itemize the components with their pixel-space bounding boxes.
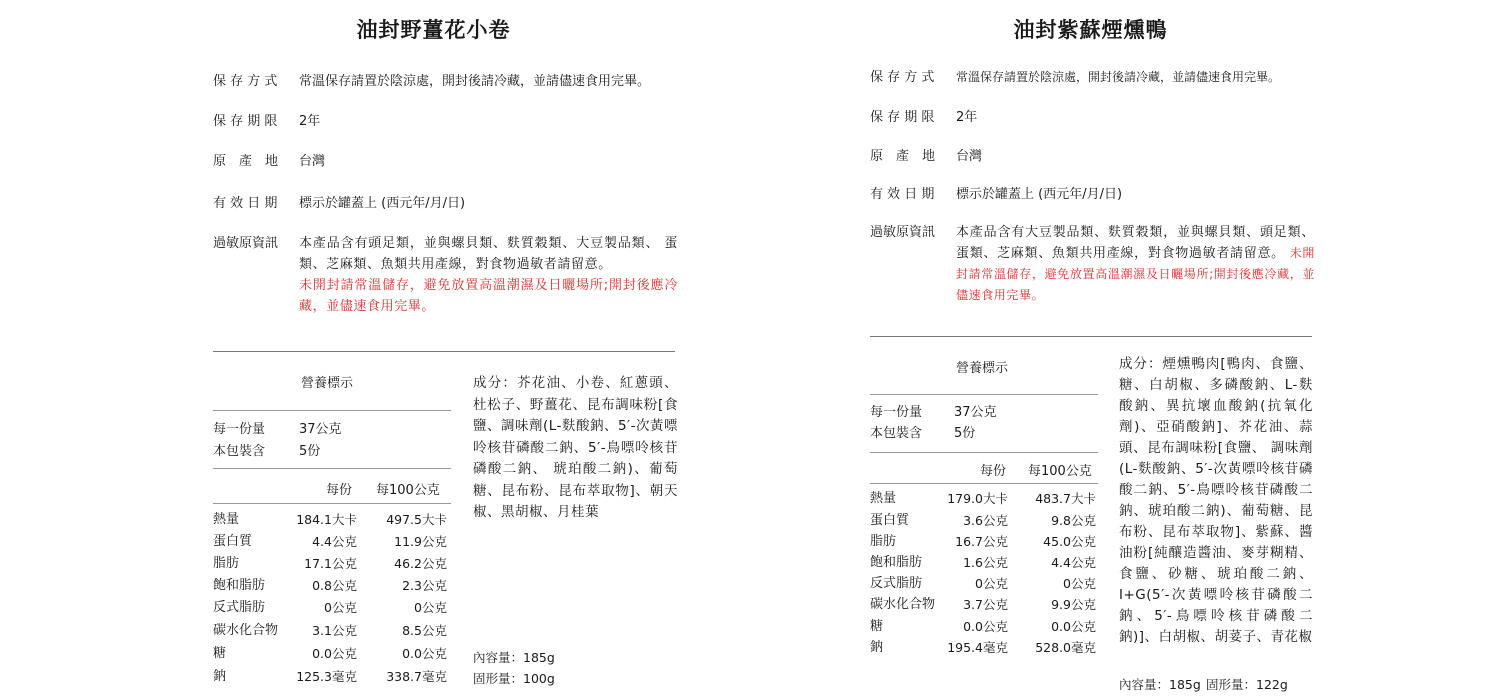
- info-value: 2年: [299, 114, 321, 129]
- table-row: [870, 637, 1098, 659]
- per-serving-value: 0公克: [975, 576, 1008, 591]
- per-100g-value: 0.0公克: [402, 646, 447, 661]
- per-100g-value: 11.9公克: [394, 534, 447, 549]
- servings-label: 本包裝含: [870, 426, 923, 441]
- nutrition-title: 營養標示: [301, 376, 354, 391]
- table-row: [213, 575, 453, 597]
- nutrient-name: 反式脂肪: [213, 600, 266, 615]
- table-row: [870, 594, 1098, 616]
- per-100g-value: 0公克: [414, 600, 447, 615]
- servings-value: 5份: [299, 444, 321, 459]
- info-label: 過敏原資訊: [213, 236, 279, 251]
- per-100g-value: 497.5大卡: [386, 512, 447, 527]
- nutrient-name: 蛋白質: [213, 534, 253, 549]
- divider: [870, 394, 1098, 395]
- nutrient-name: 鈉: [213, 669, 227, 684]
- table-row: [870, 552, 1098, 574]
- info-label: 保 存 方 式: [213, 74, 278, 89]
- per-100g-value: 0公克: [1063, 576, 1096, 591]
- product-title: 油封野薑花小卷: [356, 18, 511, 42]
- info-value: 常溫保存請置於陰涼處，開封後請冷藏，並請儘速食用完畢。: [299, 74, 651, 89]
- per-100g-value: 483.7大卡: [1035, 491, 1096, 506]
- nutrient-name: 脂肪: [213, 556, 240, 571]
- storage-method-row: [213, 71, 650, 92]
- nutrient-name: 蛋白質: [870, 513, 910, 528]
- per-serving-value: 1.6公克: [963, 555, 1008, 570]
- info-label: 有 效 日 期: [870, 187, 935, 202]
- divider: [213, 468, 451, 469]
- info-value: 台灣: [956, 149, 983, 164]
- info-label: 有 效 日 期: [213, 196, 278, 211]
- table-row: [213, 531, 453, 553]
- storage-warning: 未開封請常溫儲存，避免放置高溫潮濕及日曬場所;開封後應冷藏，並儘速食用完畢。: [956, 246, 1316, 302]
- nutrient-name: 飽和脂肪: [213, 578, 266, 593]
- table-row: [870, 488, 1098, 510]
- info-value: 2年: [956, 110, 978, 125]
- info-value: 常溫保存請置於陰涼處，開封後請冷藏，並請儘速食用完畢。: [956, 70, 1281, 84]
- product-title: 油封紫蘇煙燻鴨: [1013, 18, 1168, 42]
- allergen-row: [870, 222, 1315, 306]
- info-value: 台灣: [299, 154, 326, 169]
- serving-size-value: 37公克: [299, 422, 342, 437]
- nutrition-title: 營養標示: [956, 361, 1009, 376]
- divider: [870, 483, 1098, 484]
- per-serving-value: 3.7公克: [963, 597, 1008, 612]
- per-serving-value: 0.0公克: [312, 646, 357, 661]
- nutrient-name: 熱量: [213, 512, 240, 527]
- allergen-value: [956, 222, 1315, 306]
- nutrient-name: 反式脂肪: [870, 576, 923, 591]
- shelf-life-row: [213, 111, 320, 132]
- per-serving-value: 3.6公克: [963, 513, 1008, 528]
- per-100g-value: 2.3公克: [402, 578, 447, 593]
- serving-size-value: 37公克: [954, 405, 997, 420]
- info-label: 保 存 期 限: [213, 114, 278, 129]
- product-panel-left: [213, 0, 678, 700]
- info-label: 原 產 地: [870, 149, 936, 164]
- per-serving-value: 3.1公克: [312, 623, 357, 638]
- expiry-row: [213, 193, 465, 214]
- per-serving-value: 0公克: [324, 600, 357, 615]
- storage-method-row: [870, 67, 1280, 88]
- allergen-row: [213, 233, 678, 317]
- nutrient-name: 脂肪: [870, 534, 897, 549]
- per-100g-value: 46.2公克: [394, 556, 447, 571]
- solid-content: 固形量：100g: [473, 671, 555, 686]
- divider: [870, 336, 1312, 337]
- table-row: [213, 509, 453, 531]
- per-serving-value: 0.0公克: [963, 619, 1008, 634]
- table-row: [870, 616, 1098, 638]
- info-value: 標示於罐蓋上 (西元年/月/日): [956, 187, 1123, 202]
- per-100g-value: 0.0公克: [1051, 619, 1096, 634]
- divider: [213, 410, 451, 411]
- servings-label: 本包裝含: [213, 444, 266, 459]
- allergen-text: 本產品含有大豆製品類、麩質穀類，並與螺貝類、頭足類、蛋類、芝麻類、魚類共用產線，對食物過敏者請留意。: [956, 225, 1315, 261]
- info-label: 保 存 方 式: [870, 70, 935, 85]
- ingredients-text: 成分：煙燻鴨肉[鴨肉、食鹽、糖、白胡椒、多磷酸鈉、L-麩酸鈉、異抗壞血酸鈉(抗氧化劑)、亞硝酸鈉]、芥花油、蒜頭、昆布調味粉[食鹽、 調味劑(L-麩酸鈉、5′-次黃嘌呤核苷磷酸二鈉、5′-鳥嘌呤核苷磷酸二鈉、琥珀酸二鈉)、葡萄糖、昆布粉、昆布萃取物]、紫蘇、醬油粉[純釀造醬油、麥芽糊精、食鹽、砂糖、琥珀酸二鈉、I+G(5′-次黃嘌呤核苷磷酸二鈉、5′-鳥嘌呤核苷磷酸二鈉)]、白胡椒、胡荽子、青花椒: [1119, 356, 1313, 645]
- per-serving-value: 16.7公克: [955, 534, 1008, 549]
- per-100g-value: 9.9公克: [1051, 597, 1096, 612]
- divider: [870, 452, 1098, 453]
- divider: [213, 351, 675, 352]
- origin-row: [870, 146, 982, 167]
- net-content: 內容量：185g: [473, 650, 555, 665]
- nutrient-name: 糖: [213, 646, 227, 661]
- col-per-serving: 每份: [326, 483, 353, 498]
- table-row: [213, 643, 453, 665]
- per-serving-value: 184.1大卡: [296, 512, 357, 527]
- table-row: [213, 553, 453, 575]
- nutrient-name: 碳水化合物: [213, 623, 279, 638]
- product-panel-right: [870, 0, 1315, 700]
- allergen-text: 本產品含有頭足類，並與螺貝類、麩質穀類、大豆製品類、 蛋類、芝麻類、魚類共用產線，對食物過敏者請留意。: [299, 236, 678, 272]
- table-row: [870, 531, 1098, 553]
- allergen-value: [299, 233, 678, 317]
- net-content: 內容量：185g: [1119, 677, 1201, 692]
- per-100g-value: 9.8公克: [1051, 513, 1096, 528]
- storage-warning: 未開封請常溫儲存，避免放置高溫潮濕及日曬場所;開封後應冷藏，並儘速食用完畢。: [299, 278, 678, 314]
- info-label: 過敏原資訊: [870, 225, 936, 240]
- divider: [213, 503, 451, 504]
- col-per-serving: 每份: [980, 464, 1007, 479]
- table-row: [870, 573, 1098, 595]
- serving-size-label: 每一份量: [213, 422, 266, 437]
- per-100g-value: 4.4公克: [1051, 555, 1096, 570]
- nutrient-name: 碳水化合物: [870, 597, 936, 612]
- per-serving-value: 179.0大卡: [947, 491, 1008, 506]
- col-per-100g: 每100公克: [376, 483, 440, 498]
- info-label: 保 存 期 限: [870, 110, 935, 125]
- shelf-life-row: [870, 107, 977, 128]
- info-label: 原 產 地: [213, 154, 279, 169]
- nutrient-name: 糖: [870, 619, 884, 634]
- col-per-100g: 每100公克: [1028, 464, 1092, 479]
- per-100g-value: 8.5公克: [402, 623, 447, 638]
- origin-row: [213, 151, 325, 172]
- info-value: 標示於罐蓋上 (西元年/月/日): [299, 196, 466, 211]
- table-row: [213, 620, 453, 642]
- servings-value: 5份: [954, 426, 976, 441]
- per-serving-value: 17.1公克: [304, 556, 357, 571]
- per-100g-value: 338.7毫克: [386, 669, 447, 684]
- per-serving-value: 195.4毫克: [947, 640, 1008, 655]
- solid-content: 固形量：122g: [1206, 677, 1288, 692]
- per-serving-value: 0.8公克: [312, 578, 357, 593]
- ingredients-text: 成分：芥花油、小卷、紅蔥頭、杜松子、野薑花、昆布調味粉[食鹽、調味劑(L-麩酸鈉、5′-次黃嘌呤核苷磷酸二鈉、5′-鳥嘌呤核苷磷酸二鈉、 琥珀酸二鈉)、葡萄糖、昆布粉、昆布萃取物]、朝天椒、黑胡椒、月桂葉: [473, 375, 678, 520]
- per-100g-value: 45.0公克: [1043, 534, 1096, 549]
- serving-size-label: 每一份量: [870, 405, 923, 420]
- nutrient-name: 鈉: [870, 640, 884, 655]
- per-100g-value: 528.0毫克: [1035, 640, 1096, 655]
- expiry-row: [870, 184, 1122, 205]
- nutrient-name: 飽和脂肪: [870, 555, 923, 570]
- table-row: [870, 510, 1098, 532]
- table-row: [213, 666, 453, 688]
- per-serving-value: 125.3毫克: [296, 669, 357, 684]
- table-row: [213, 597, 453, 619]
- per-serving-value: 4.4公克: [312, 534, 357, 549]
- nutrient-name: 熱量: [870, 491, 897, 506]
